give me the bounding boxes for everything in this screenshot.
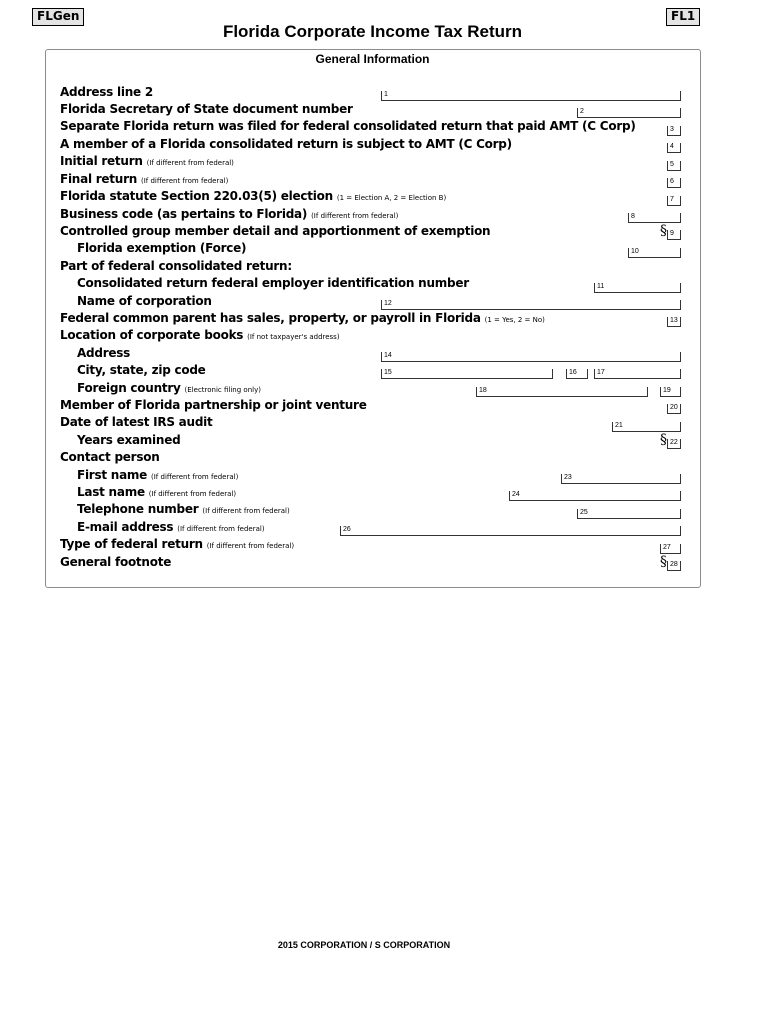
line-sos-document-number xyxy=(60,101,353,118)
line-label: Florida statute Section 220.03(5) election xyxy=(60,189,333,203)
field-22[interactable]: 22 xyxy=(667,439,681,449)
line-note: (If not taxpayer's address) xyxy=(247,333,340,341)
field-2[interactable]: 2 xyxy=(577,108,681,118)
line-label: First name xyxy=(77,468,148,482)
line-label: Federal common parent has sales, property, or payroll in Florida xyxy=(60,311,481,325)
field-19[interactable]: 19 xyxy=(660,387,681,397)
line-label: City, state, zip code xyxy=(77,363,206,377)
line-label: E-mail address xyxy=(77,520,174,534)
line-florida-exemption xyxy=(77,240,246,257)
line-label: Contact person xyxy=(60,450,160,464)
line-note: (If different from federal) xyxy=(148,490,237,498)
field-10[interactable]: 10 xyxy=(628,248,681,258)
field-3[interactable]: 3 xyxy=(667,126,681,136)
line-consolidated-ein xyxy=(77,275,469,292)
line-general-footnote xyxy=(60,554,171,571)
line-name-of-corporation xyxy=(77,293,212,310)
field-16[interactable]: 16 xyxy=(566,369,588,379)
line-label: Type of federal return xyxy=(60,537,203,551)
line-note: (If different from federal) xyxy=(146,159,234,167)
line-email-address xyxy=(77,519,265,536)
form-number-tag: FL1 xyxy=(666,8,700,26)
field-5[interactable]: 5 xyxy=(667,161,681,171)
section-detail-icon[interactable]: § xyxy=(660,432,667,448)
field-23[interactable]: 23 xyxy=(561,474,681,484)
line-label: Separate Florida return was filed for federal consolidated return that paid AMT (C Corp) xyxy=(60,119,636,133)
line-label: Initial return xyxy=(60,154,143,168)
field-18[interactable]: 18 xyxy=(476,387,648,397)
field-26[interactable]: 26 xyxy=(340,526,681,536)
field-24[interactable]: 24 xyxy=(509,491,681,501)
line-label: Florida exemption (Force) xyxy=(77,241,247,255)
line-label: Consolidated return federal employer identification number xyxy=(77,276,469,290)
line-note: (If different from federal) xyxy=(177,525,265,533)
line-label: Name of corporation xyxy=(77,294,212,308)
line-note: (If different from federal) xyxy=(311,212,399,220)
line-consolidated-return-amt xyxy=(60,136,512,153)
line-address-line-2 xyxy=(60,84,153,101)
line-label: Member of Florida partnership or joint venture xyxy=(60,398,367,412)
line-latest-irs-audit xyxy=(60,414,213,431)
field-6[interactable]: 6 xyxy=(667,178,681,188)
line-label: Business code (as pertains to Florida) xyxy=(60,207,308,221)
line-contact-person xyxy=(60,449,160,466)
line-label: Address line 2 xyxy=(60,85,153,99)
line-common-parent-florida xyxy=(60,310,545,327)
line-note: (Electronic filing only) xyxy=(184,386,261,394)
line-part-of-consolidated xyxy=(60,258,292,275)
line-label: A member of a Florida consolidated return is subject to AMT (C Corp) xyxy=(60,137,512,151)
line-note: (1 = Yes, 2 = No) xyxy=(484,316,545,324)
line-telephone-number xyxy=(77,501,290,518)
line-label: Foreign country xyxy=(77,381,181,395)
field-17[interactable]: 17 xyxy=(594,369,681,379)
field-14[interactable]: 14 xyxy=(381,352,681,362)
line-initial-return xyxy=(60,153,234,170)
field-27[interactable]: 27 xyxy=(660,544,681,554)
line-label: General footnote xyxy=(60,555,172,569)
section-detail-icon[interactable]: § xyxy=(660,223,667,239)
line-years-examined xyxy=(77,432,180,449)
field-21[interactable]: 21 xyxy=(612,422,681,432)
line-partnership-joint-venture xyxy=(60,397,367,414)
line-note: (1 = Election A, 2 = Election B) xyxy=(336,194,447,202)
line-final-return xyxy=(60,171,228,188)
line-city-state-zip xyxy=(77,362,206,379)
line-note: (If different from federal) xyxy=(151,473,239,481)
line-business-code xyxy=(60,206,398,223)
page-title: Florida Corporate Income Tax Return xyxy=(222,22,523,41)
line-label: Years examined xyxy=(77,433,181,447)
field-25[interactable]: 25 xyxy=(577,509,681,519)
line-label: Date of latest IRS audit xyxy=(60,415,213,429)
field-1[interactable]: 1 xyxy=(381,91,681,101)
field-11[interactable]: 11 xyxy=(594,283,681,293)
field-20[interactable]: 20 xyxy=(667,404,681,414)
line-label: Controlled group member detail and apportionment of exemption xyxy=(60,224,491,238)
form-code-tag: FLGen xyxy=(32,8,84,26)
line-last-name xyxy=(77,484,236,501)
line-note: (If different from federal) xyxy=(140,177,229,185)
field-9[interactable]: 9 xyxy=(667,230,681,240)
line-first-name xyxy=(77,467,238,484)
line-section-220-election xyxy=(60,188,446,205)
field-8[interactable]: 8 xyxy=(628,213,681,223)
line-label: Final return xyxy=(60,172,138,186)
line-label: Location of corporate books xyxy=(60,328,244,342)
line-label: Last name xyxy=(77,485,145,499)
line-label: Telephone number xyxy=(77,502,199,516)
line-label: Part of federal consolidated return: xyxy=(60,259,292,273)
line-foreign-country xyxy=(77,380,261,397)
field-28[interactable]: 28 xyxy=(667,561,681,571)
line-note: (If different from federal) xyxy=(206,542,295,550)
field-15[interactable]: 15 xyxy=(381,369,553,379)
line-label: Address xyxy=(77,346,131,360)
field-12[interactable]: 12 xyxy=(381,300,681,310)
field-7[interactable]: 7 xyxy=(667,196,681,206)
line-note: (If different from federal) xyxy=(202,507,290,515)
line-type-of-federal-return xyxy=(60,536,294,553)
field-13[interactable]: 13 xyxy=(667,317,681,327)
line-controlled-group xyxy=(60,223,490,240)
section-detail-icon[interactable]: § xyxy=(660,554,667,570)
line-label: Florida Secretary of State document number xyxy=(60,102,353,116)
form-footer: 2015 CORPORATION / S CORPORATION xyxy=(277,940,451,950)
section-title: General Information xyxy=(315,52,430,66)
line-separate-florida-return-amt xyxy=(60,118,636,135)
field-4[interactable]: 4 xyxy=(667,143,681,153)
line-books-address xyxy=(77,345,130,362)
line-location-of-books xyxy=(60,327,340,344)
